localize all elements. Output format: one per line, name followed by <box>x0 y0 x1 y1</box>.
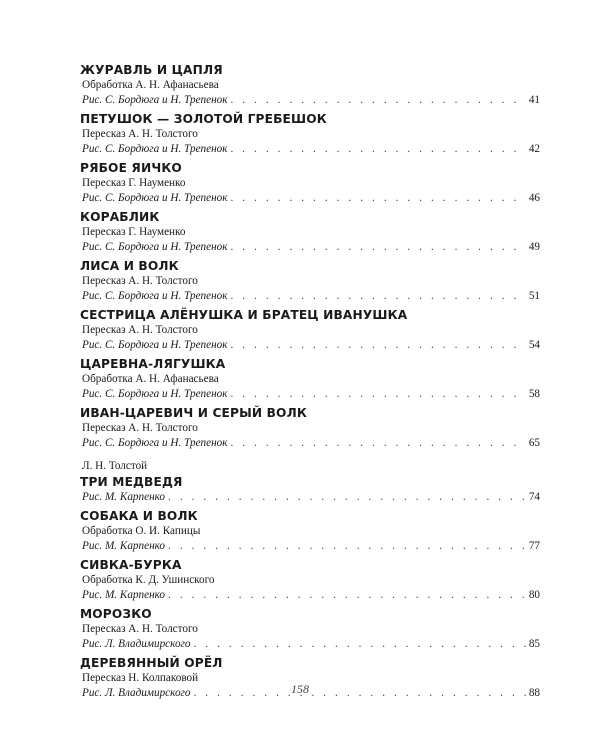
dot-leader <box>168 490 526 505</box>
toc-entry <box>80 307 540 353</box>
entry-credit: Обработка А. Н. Афанасьева <box>82 373 219 385</box>
entry-credit: Пересказ А. Н. Толстого <box>82 623 198 635</box>
entry-illustrator: Рис. С. Бордюга и Н. Трепенок <box>82 290 228 302</box>
toc-entry <box>80 474 540 505</box>
entry-illustrator: Рис. М. Карпенко <box>82 589 166 601</box>
toc-entry <box>80 209 540 255</box>
entry-credit: Пересказ Н. Колпаковой <box>82 672 199 684</box>
toc-entry <box>80 258 540 304</box>
dot-leader <box>231 338 526 353</box>
entry-title: СИВКА-БУРКА <box>80 558 182 572</box>
entry-credit: Обработка К. Д. Ушинского <box>82 574 215 586</box>
entry-title: РЯБОЕ ЯИЧКО <box>80 161 182 175</box>
entry-title: ДЕРЕВЯННЫЙ ОРЁЛ <box>80 656 223 670</box>
dot-leader <box>168 588 526 603</box>
entry-illustrator-row <box>80 289 540 304</box>
entry-title: СЕСТРИЦА АЛЁНУШКА И БРАТЕЦ ИВАНУШКА <box>80 308 408 322</box>
entry-page-number: 41 <box>528 94 540 106</box>
dot-leader <box>231 289 526 304</box>
entry-page-number: 46 <box>528 192 540 204</box>
toc-entry <box>80 356 540 402</box>
dot-leader <box>231 191 526 206</box>
entry-title: КОРАБЛИК <box>80 210 160 224</box>
toc-entry <box>80 405 540 451</box>
entry-page-number: 54 <box>528 339 540 351</box>
toc-entry <box>80 160 540 206</box>
entry-page-number: 74 <box>528 491 540 503</box>
entry-illustrator-row <box>80 588 540 603</box>
dot-leader <box>194 637 526 652</box>
entry-page-number: 80 <box>528 589 540 601</box>
entry-illustrator-row <box>80 436 540 451</box>
entry-title: МОРОЗКО <box>80 607 152 621</box>
entry-illustrator-row <box>80 539 540 554</box>
dot-leader <box>168 539 526 554</box>
entry-illustrator-row <box>80 142 540 157</box>
entry-title: ИВАН-ЦАРЕВИЧ И СЕРЫЙ ВОЛК <box>80 406 307 420</box>
entry-illustrator: Рис. С. Бордюга и Н. Трепенок <box>82 143 228 155</box>
entry-page-number: 49 <box>528 241 540 253</box>
entry-credit: Пересказ А. Н. Толстого <box>82 275 198 287</box>
entry-title: СОБАКА И ВОЛК <box>80 509 198 523</box>
toc-entry <box>80 557 540 603</box>
author-heading: Л. Н. Толстой <box>82 460 148 472</box>
entry-illustrator-row <box>80 191 540 206</box>
toc-entry <box>80 62 540 108</box>
toc-entry <box>80 606 540 652</box>
entry-illustrator: Рис. Л. Владимирского <box>82 687 191 699</box>
entry-page-number: 58 <box>528 388 540 400</box>
dot-leader <box>231 436 526 451</box>
entry-illustrator: Рис. С. Бордюга и Н. Трепенок <box>82 437 228 449</box>
dot-leader <box>231 240 526 255</box>
entry-credit: Обработка О. И. Капицы <box>82 525 201 537</box>
entry-illustrator: Рис. С. Бордюга и Н. Трепенок <box>82 241 228 253</box>
table-of-contents <box>80 62 540 704</box>
entry-illustrator: Рис. М. Карпенко <box>82 540 166 552</box>
entry-illustrator-row <box>80 637 540 652</box>
entry-page-number: 42 <box>528 143 540 155</box>
entry-page-number: 65 <box>528 437 540 449</box>
entry-illustrator: Рис. С. Бордюга и Н. Трепенок <box>82 192 228 204</box>
entry-illustrator-row <box>80 93 540 108</box>
entry-title: ЛИСА И ВОЛК <box>80 259 179 273</box>
entry-illustrator: Рис. С. Бордюга и Н. Трепенок <box>82 94 228 106</box>
entry-credit: Обработка А. Н. Афанасьева <box>82 79 219 91</box>
toc-entry <box>80 508 540 554</box>
entry-illustrator-row <box>80 490 540 505</box>
entry-credit: Пересказ Г. Науменко <box>82 226 186 238</box>
entry-page-number: 85 <box>528 638 540 650</box>
entry-illustrator: Рис. С. Бордюга и Н. Трепенок <box>82 388 228 400</box>
entry-illustrator: Рис. С. Бордюга и Н. Трепенок <box>82 339 228 351</box>
entry-credit: Пересказ А. Н. Толстого <box>82 128 198 140</box>
entry-page-number: 88 <box>528 687 540 699</box>
page-number: 158 <box>291 682 309 696</box>
entry-page-number: 77 <box>528 540 540 552</box>
entry-title: ТРИ МЕДВЕДЯ <box>80 475 183 489</box>
entry-illustrator: Рис. Л. Владимирского <box>82 638 191 650</box>
entry-page-number: 51 <box>528 290 540 302</box>
entry-title: ЦАРЕВНА-ЛЯГУШКА <box>80 357 226 371</box>
entry-credit: Пересказ Г. Науменко <box>82 177 186 189</box>
dot-leader <box>231 93 526 108</box>
entry-credit: Пересказ А. Н. Толстого <box>82 324 198 336</box>
entry-illustrator: Рис. М. Карпенко <box>82 491 166 503</box>
entry-title: ЖУРАВЛЬ И ЦАПЛЯ <box>80 63 223 77</box>
entry-title: ПЕТУШОК — ЗОЛОТОЙ ГРЕБЕШОК <box>80 112 327 126</box>
dot-leader <box>231 142 526 157</box>
entry-illustrator-row <box>80 338 540 353</box>
entry-illustrator-row <box>80 240 540 255</box>
entry-credit: Пересказ А. Н. Толстого <box>82 422 198 434</box>
entry-illustrator-row <box>80 387 540 402</box>
dot-leader <box>231 387 526 402</box>
toc-entry <box>80 111 540 157</box>
